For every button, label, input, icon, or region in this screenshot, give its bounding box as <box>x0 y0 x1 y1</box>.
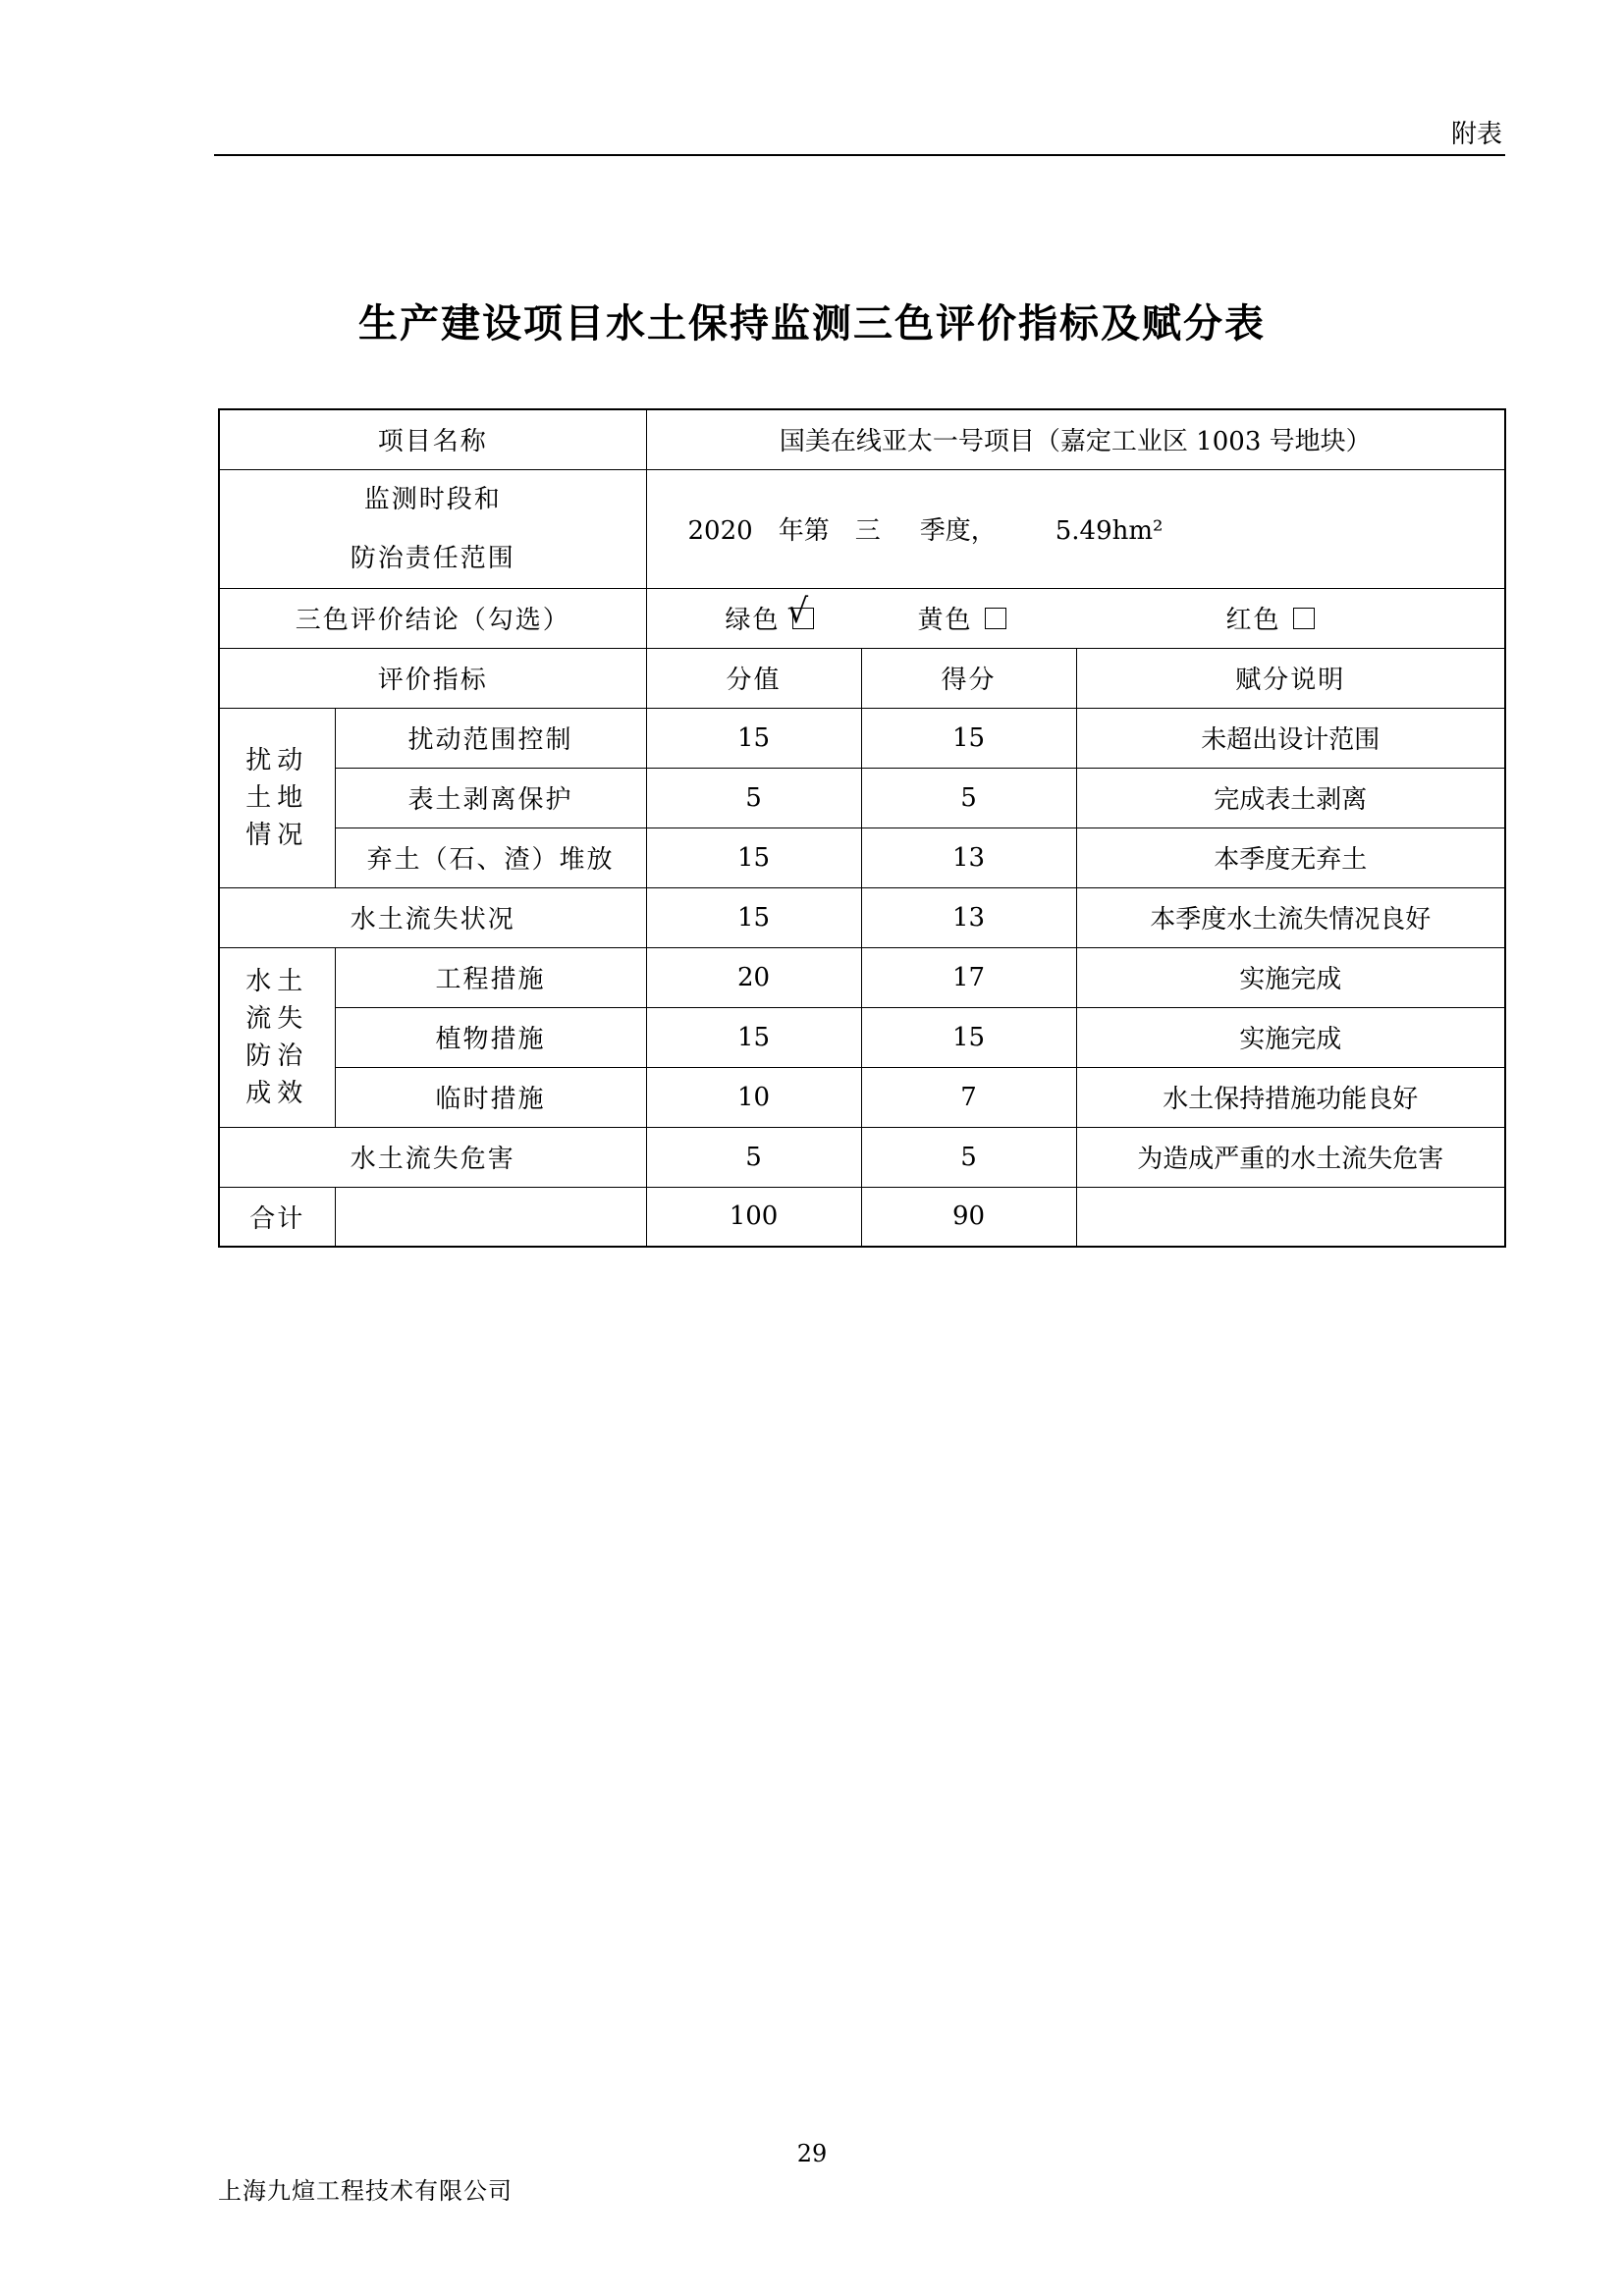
score-cell: 13 <box>861 887 1076 947</box>
group-prevention-label <box>219 947 335 1127</box>
period-year: 2020 <box>687 516 753 546</box>
header-note: 赋分说明 <box>1076 648 1505 708</box>
item-cell: 植物措施 <box>335 1007 646 1067</box>
period-row <box>219 469 1505 588</box>
group-label-line: 水土 <box>245 966 309 996</box>
period-value <box>646 469 1505 588</box>
period-label <box>219 469 646 588</box>
value-cell: 15 <box>646 887 861 947</box>
header-indicator: 评价指标 <box>219 648 646 708</box>
total-row <box>219 1187 1505 1247</box>
document-title: 生产建设项目水土保持监测三色评价指标及赋分表 <box>358 301 1266 347</box>
note-cell: 本季度无弃土 <box>1076 828 1505 887</box>
total-blank <box>335 1187 646 1247</box>
group-label-line: 情况 <box>245 820 309 850</box>
period-year-unit: 年第 <box>778 516 830 546</box>
note-cell: 完成表土剥离 <box>1076 768 1505 828</box>
item-cell: 工程措施 <box>335 947 646 1007</box>
group-label-line: 扰动 <box>245 745 309 775</box>
score-cell: 5 <box>861 768 1076 828</box>
note-cell: 未超出设计范围 <box>1076 708 1505 768</box>
table-row <box>219 708 1505 768</box>
conclusion-row <box>219 588 1505 648</box>
score-cell: 17 <box>861 947 1076 1007</box>
score-cell: 15 <box>861 1007 1076 1067</box>
option-yellow[interactable] <box>918 600 1006 636</box>
total-note <box>1076 1187 1505 1247</box>
group-label-line: 防治 <box>245 1041 309 1071</box>
group-label-line: 土地 <box>245 782 309 813</box>
score-cell: 7 <box>861 1067 1076 1127</box>
item-cell: 临时措施 <box>335 1067 646 1127</box>
note-cell: 实施完成 <box>1076 1007 1505 1067</box>
company-name: 上海九煊工程技术有限公司 <box>218 2177 513 2205</box>
period-area: 5.49hm² <box>1055 516 1164 546</box>
group-label-line: 流失 <box>245 1003 309 1034</box>
project-value: 国美在线亚太一号项目（嘉定工业区 1003 号地块） <box>646 409 1505 469</box>
period-label-line1: 监测时段和 <box>363 484 502 514</box>
total-score: 90 <box>861 1187 1076 1247</box>
red-checkbox[interactable] <box>1293 608 1315 629</box>
conclusion-label: 三色评价结论（勾选） <box>219 588 646 648</box>
item-cell: 水土流失危害 <box>219 1127 646 1187</box>
period-label-line2: 防治责任范围 <box>350 543 515 573</box>
total-value: 100 <box>646 1187 861 1247</box>
value-cell: 15 <box>646 828 861 887</box>
note-cell: 本季度水土流失情况良好 <box>1076 887 1505 947</box>
option-red[interactable] <box>1226 600 1315 636</box>
evaluation-table <box>218 408 1506 1248</box>
project-label: 项目名称 <box>219 409 646 469</box>
header-rule <box>214 154 1505 156</box>
value-cell: 20 <box>646 947 861 1007</box>
score-cell: 13 <box>861 828 1076 887</box>
total-label: 合计 <box>219 1187 335 1247</box>
item-cell: 弃土（石、渣）堆放 <box>335 828 646 887</box>
table-row <box>219 1067 1505 1127</box>
item-cell: 扰动范围控制 <box>335 708 646 768</box>
period-quarter: 三 <box>854 516 881 546</box>
item-cell: 表土剥离保护 <box>335 768 646 828</box>
green-checkbox[interactable] <box>786 591 814 631</box>
value-cell: 15 <box>646 1007 861 1067</box>
header-score-got: 得分 <box>861 648 1076 708</box>
project-row <box>219 409 1505 469</box>
checkmark-icon: √ <box>786 591 811 631</box>
note-cell: 为造成严重的水土流失危害 <box>1076 1127 1505 1187</box>
option-green[interactable] <box>725 591 814 636</box>
header-score-value: 分值 <box>646 648 861 708</box>
group-label-line: 成效 <box>245 1078 309 1108</box>
appendix-tag: 附表 <box>1450 120 1502 149</box>
column-header-row <box>219 648 1505 708</box>
option-yellow-label: 黄色 <box>917 606 973 635</box>
value-cell: 10 <box>646 1067 861 1127</box>
value-cell: 5 <box>646 768 861 828</box>
table-row <box>219 947 1505 1007</box>
period-quarter-unit: 季度， <box>919 516 997 546</box>
option-green-label: 绿色 <box>725 606 781 635</box>
table-row <box>219 887 1505 947</box>
note-cell: 实施完成 <box>1076 947 1505 1007</box>
page-number: 29 <box>796 2140 828 2167</box>
group-disturbance-label <box>219 708 335 887</box>
item-cell: 水土流失状况 <box>219 887 646 947</box>
score-cell: 15 <box>861 708 1076 768</box>
table-row <box>219 768 1505 828</box>
table-row <box>219 828 1505 887</box>
score-cell: 5 <box>861 1127 1076 1187</box>
yellow-checkbox[interactable] <box>985 608 1006 629</box>
value-cell: 5 <box>646 1127 861 1187</box>
conclusion-options <box>646 588 1505 648</box>
table-row <box>219 1127 1505 1187</box>
table-row <box>219 1007 1505 1067</box>
value-cell: 15 <box>646 708 861 768</box>
option-red-label: 红色 <box>1225 606 1281 635</box>
note-cell: 水土保持措施功能良好 <box>1076 1067 1505 1127</box>
